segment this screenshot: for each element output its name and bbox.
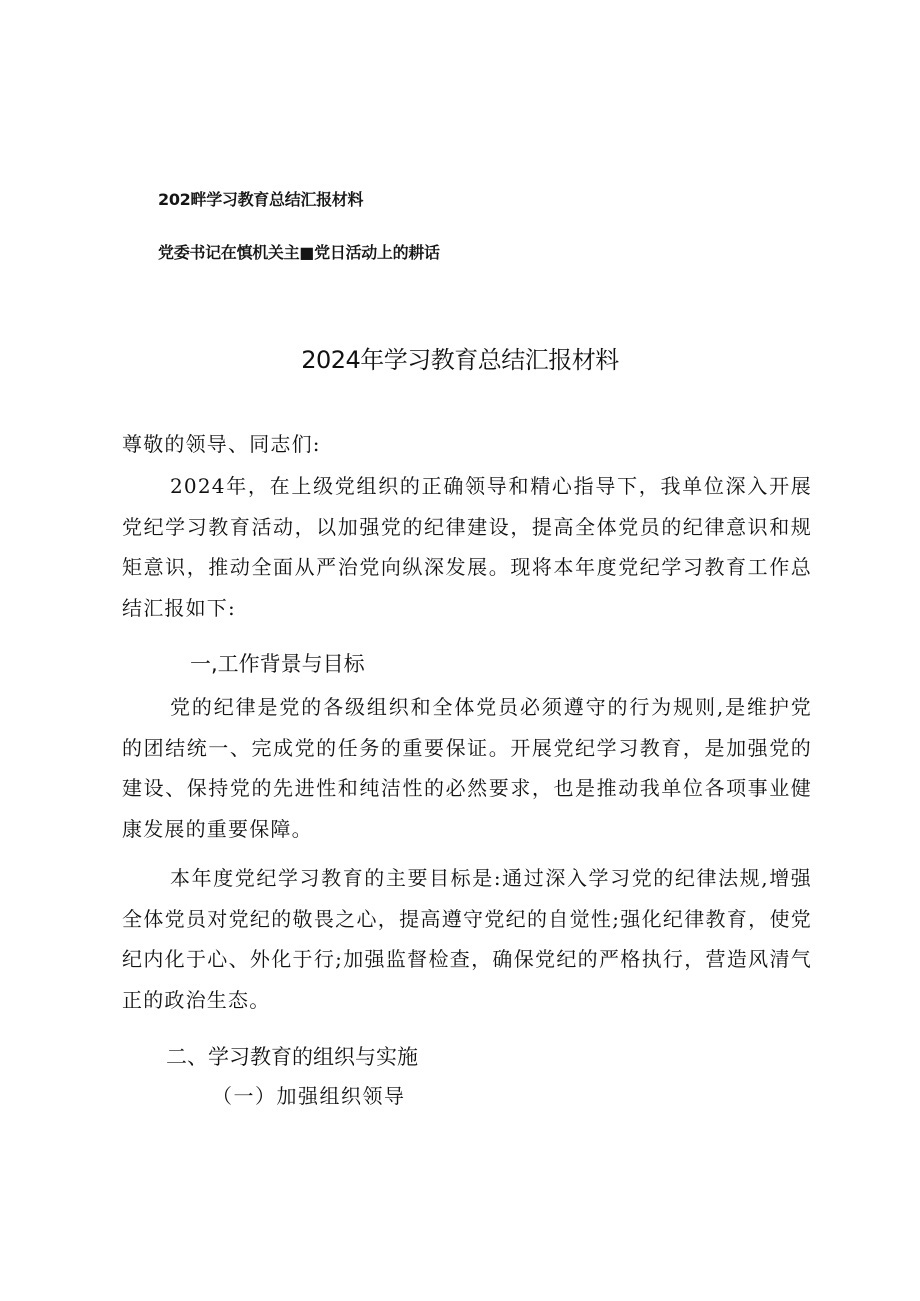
document-title: 2024年学习教育总结汇报材料 <box>301 346 619 374</box>
toc-item-summary-report: 202畔学习教育总结汇报材料 <box>158 190 364 209</box>
section-heading-organization: 二、学习教育的组织与实施 <box>166 1045 418 1069</box>
paragraph-intro: 2024年，在上级党组织的正确领导和精心指导下，我单位深入开展党纪学习教育活动，以加强党的纪律建设，提高全体党员的纪律意识和规矩意识，推动全面从严治党向纵深发展。现将本年度党纪学习教育工作总结汇报如下: <box>122 474 812 620</box>
section-heading-background: 一,工作背景与目标 <box>190 652 365 676</box>
toc-item-party-secretary-speech: 党委书记在慎机关主■党日活动上的耕话 <box>158 243 440 262</box>
subsection-heading-leadership: （一）加强组织领导 <box>212 1084 406 1108</box>
salutation: 尊敬的领导、同志们: <box>122 432 321 456</box>
paragraph-goals: 本年度党纪学习教育的主要目标是:通过深入学习党的纪律法规,增强全体党员对党纪的敬畏之心，提高遵守党纪的自觉性;强化纪律教育，使党纪内化于心、外化于行;加强监督检查，确保党纪的严格执行，营造风清气正的政治生态。 <box>122 866 812 1012</box>
paragraph-background: 党的纪律是党的各级组织和全体党员必须遵守的行为规则,是维护党的团结统一、完成党的任务的重要保证。开展党纪学习教育，是加强党的建设、保持党的先进性和纯洁性的必然要求，也是推动我单位各项事业健康发展的重要保障。 <box>122 695 812 841</box>
